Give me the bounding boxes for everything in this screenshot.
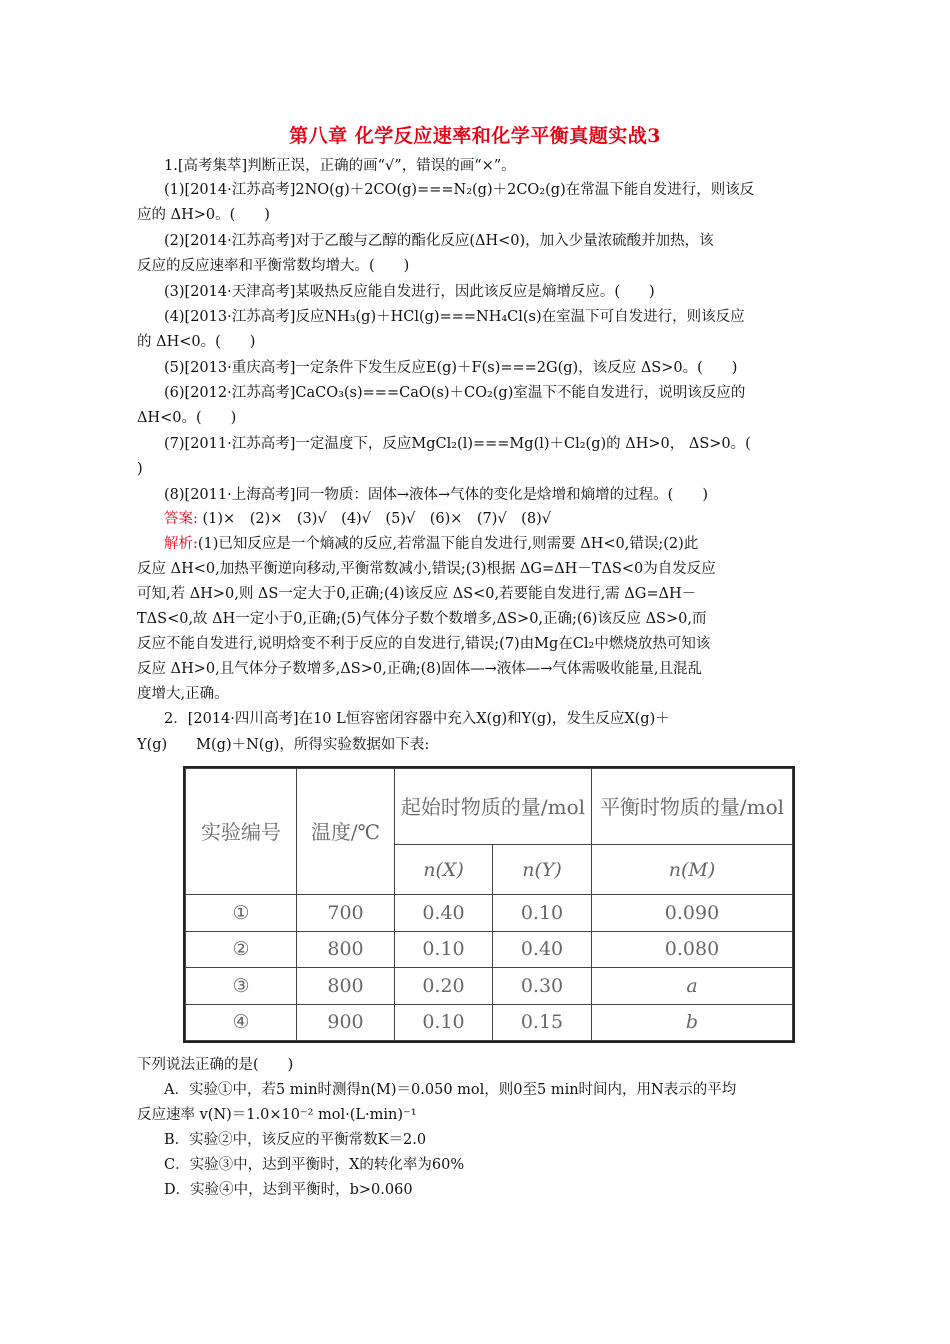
q1-item-2b: 反应的反应速率和平衡常数均增大。( ) — [137, 258, 410, 274]
q1-item-1b: 应的 ΔH>0。( ) — [137, 207, 270, 223]
header-temperature: 温度/℃ — [297, 769, 395, 895]
q2-stem-1: 2．[2014·四川高考]在10 L恒容密闭容器中充入X(g)和Y(g)，发生反应X(g)＋ — [164, 711, 670, 727]
page-title: 第八章 化学反应速率和化学平衡真题实战3 — [289, 125, 661, 147]
q1-item-7a: (7)[2011·江苏高考]一定温度下，反应MgCl₂(l)===Mg(l)＋Cl₂(g)的 ΔH>0， ΔS>0。( — [164, 436, 751, 452]
answer-text: (1)× (2)× (3)√ (4)√ (5)√ (6)× (7)√ (8)√ — [202, 511, 551, 527]
q1-item-3: (3)[2014·天津高考]某吸热反应能自发进行，因此该反应是熵增反应。( ) — [164, 284, 655, 300]
cell-ny: 0.30 — [493, 968, 592, 1005]
experiment-data-table — [183, 766, 795, 1043]
cell-temp: 800 — [297, 968, 395, 1005]
q1-item-8: (8)[2011·上海高考]同一物质：固体→液体→气体的变化是焓增和熵增的过程。( ) — [164, 487, 708, 503]
q1-item-7b: ) — [137, 461, 143, 477]
cell-nx: 0.20 — [395, 968, 493, 1005]
header-n-y: n(Y) — [493, 845, 592, 895]
q1-item-5: (5)[2013·重庆高考]一定条件下发生反应E(g)＋F(s)===2G(g)，该反应 ΔS>0。( ) — [164, 360, 738, 376]
cell-exp: ② — [186, 931, 297, 968]
cell-ny: 0.10 — [493, 895, 592, 932]
table-row — [186, 968, 793, 1005]
cell-nm: 0.090 — [592, 895, 793, 932]
q1-item-1a: (1)[2014·江苏高考]2NO(g)＋2CO(g)===N₂(g)＋2CO₂(g)在常温下能自发进行，则该反 — [164, 182, 755, 198]
cell-nx: 0.10 — [395, 931, 493, 968]
q1-item-4a: (4)[2013·江苏高考]反应NH₃(g)＋HCl(g)===NH₄Cl(s)在室温下可自发进行，则该反应 — [164, 309, 745, 325]
q2-option-a1: A．实验①中，若5 min时测得n(M)＝0.050 mol，则0至5 min时间内，用N表示的平均 — [164, 1082, 737, 1098]
cell-nm: 0.080 — [592, 931, 793, 968]
q1-analysis-4: TΔS<0,故 ΔH一定小于0,正确;(5)气体分子数个数增多,ΔS>0,正确;(6)该反应 ΔS>0,而 — [137, 611, 707, 627]
q1-answer — [164, 507, 551, 531]
cell-ny: 0.15 — [493, 1004, 592, 1041]
q1-item-2a: (2)[2014·江苏高考]对于乙酸与乙醇的酯化反应(ΔH<0)，加入少量浓硫酸并加热，该 — [164, 233, 714, 249]
cell-nm: b — [592, 1004, 793, 1041]
q2-prompt: 下列说法正确的是( ) — [137, 1057, 294, 1073]
table-row — [186, 895, 793, 932]
q1-analysis-3: 可知,若 ΔH>0,则 ΔS一定大于0,正确;(4)该反应 ΔS<0,若要能自发进行,需 ΔG=ΔH－ — [137, 586, 697, 602]
table-row — [186, 931, 793, 968]
q2-option-a2: 反应速率 v(N)＝1.0×10⁻² mol·(L·min)⁻¹ — [137, 1107, 417, 1123]
q1-analysis-2: 反应 ΔH<0,加热平衡逆向移动,平衡常数减小,错误;(3)根据 ΔG=ΔH－TΔS<0为自发反应 — [137, 561, 716, 577]
cell-nx: 0.40 — [395, 895, 493, 932]
q1-item-4b: 的 ΔH<0。( ) — [137, 334, 256, 350]
q1-item-6b: ΔH<0。( ) — [137, 410, 237, 426]
header-experiment-no: 实验编号 — [186, 769, 297, 895]
cell-temp: 700 — [297, 895, 395, 932]
cell-exp: ④ — [186, 1004, 297, 1041]
q2-stem-2: Y(g) M(g)＋N(g)，所得实验数据如下表: — [137, 737, 430, 753]
cell-nm: a — [592, 968, 793, 1005]
cell-exp: ① — [186, 895, 297, 932]
header-equilibrium-amount: 平衡时物质的量/mol — [592, 769, 793, 845]
q1-analysis-7: 度增大,正确。 — [137, 686, 229, 702]
header-n-m: n(M) — [592, 845, 793, 895]
header-initial-amount: 起始时物质的量/mol — [395, 769, 592, 845]
q2-option-d: D．实验④中，达到平衡时，b>0.060 — [164, 1182, 413, 1198]
cell-temp: 800 — [297, 931, 395, 968]
q1-analysis-6: 反应 ΔH>0,且气体分子数增多,ΔS>0,正确;(8)固体—→液体—→气体需吸收能量,且混乱 — [137, 661, 703, 677]
answer-label: 答案: — [164, 511, 198, 527]
analysis-label: 解析: — [164, 536, 198, 552]
q1-analysis-5: 反应不能自发进行,说明焓变不利于反应的自发进行,错误;(7)由Mg在Cl₂中燃烧放热可知该 — [137, 636, 711, 652]
header-n-x: n(X) — [395, 845, 493, 895]
q1-item-6a: (6)[2012·江苏高考]CaCO₃(s)===CaO(s)＋CO₂(g)室温下不能自发进行，说明该反应的 — [164, 385, 746, 401]
cell-ny: 0.40 — [493, 931, 592, 968]
q1-analysis-1 — [164, 532, 698, 556]
q1-stem: 1.[高考集萃]判断正误，正确的画“√”，错误的画“×”。 — [164, 158, 516, 174]
cell-nx: 0.10 — [395, 1004, 493, 1041]
q2-option-c: C．实验③中，达到平衡时，X的转化率为60% — [164, 1157, 465, 1173]
analysis-text: (1)已知反应是一个熵减的反应,若常温下能自发进行,则需要 ΔH<0,错误;(2)此 — [197, 536, 699, 552]
table-row — [186, 1004, 793, 1041]
q2-option-b: B．实验②中，该反应的平衡常数K＝2.0 — [164, 1132, 427, 1148]
cell-temp: 900 — [297, 1004, 395, 1041]
cell-exp: ③ — [186, 968, 297, 1005]
